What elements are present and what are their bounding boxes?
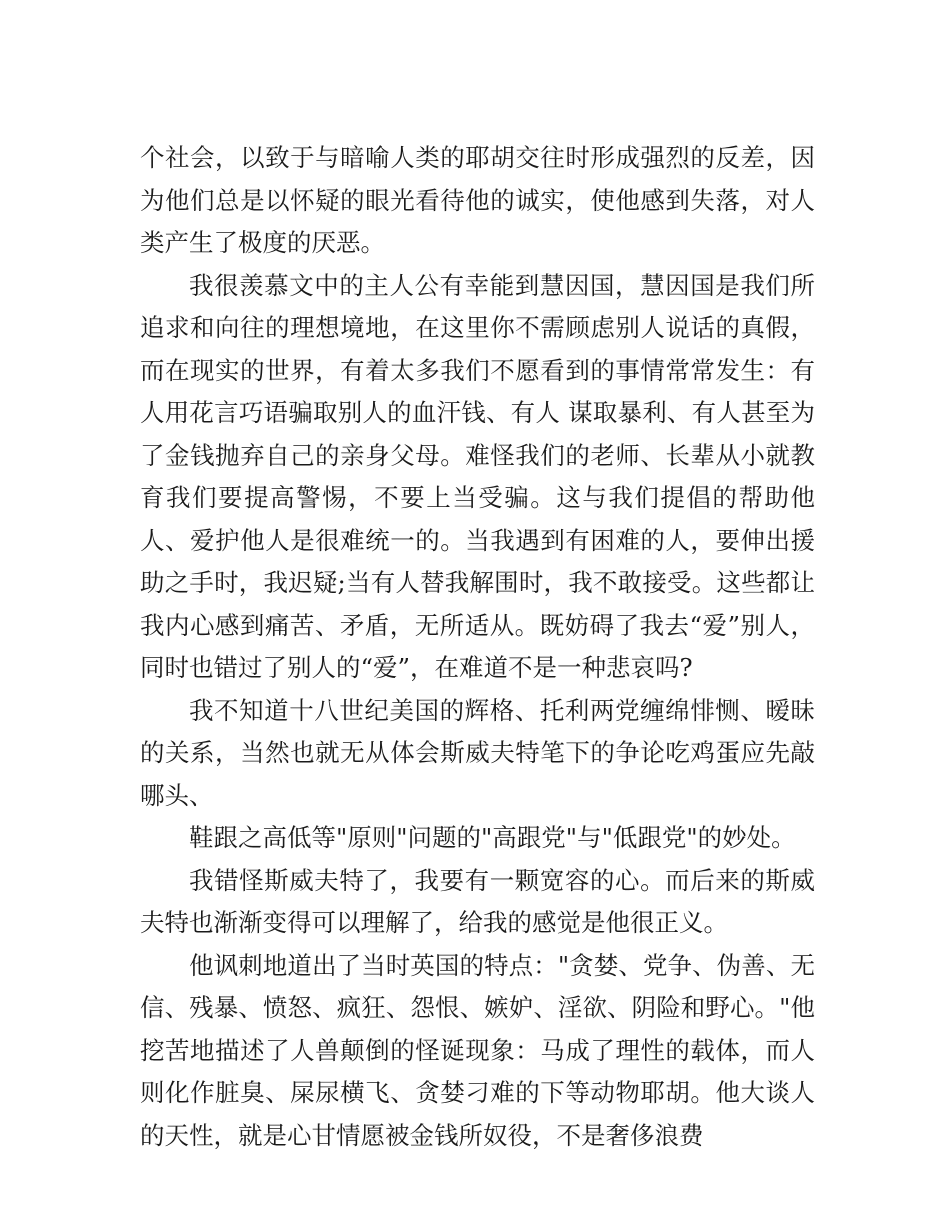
paragraph-2: 我很羡慕文中的主人公有幸能到慧因国，慧因国是我们所追求和向往的理想境地，在这里你不需顾虑别人说话的真假，而在现实的世界，有着太多我们不愿看到的事情常常发生：有人用花言巧语骗取别人的血汗钱、有人 谋取暴利、有人甚至为了金钱抛弃自己的亲身父母。难怪我们的老师、长辈从小就教育我们要提高警惕，不要上当受骗。这与我们提倡的帮助他人、爱护他人是很难统一的。当我遇到有困难的人，要伸出援助之手时，我迟疑;当有人替我解围时，我不敢接受。这些都让我内心感到痛苦、矛盾，无所适从。既妨碍了我去“爱”别人，同时也错过了别人的“爱”，在难道不是一种悲哀吗? bbox=[140, 270, 815, 682]
document-page bbox=[140, 137, 815, 1157]
paragraph-5: 我错怪斯威夫特了，我要有一颗宽容的心。而后来的斯威夫特也渐渐变得可以理解了，给我的感觉是他很正义。 bbox=[140, 865, 815, 937]
paragraph-4: 鞋跟之高低等"原则"问题的"高跟党"与"低跟党"的妙处。 bbox=[189, 823, 796, 852]
paragraph-1: 个社会，以致于与暗喻人类的耶胡交往时形成强烈的反差，因为他们总是以怀疑的眼光看待他的诚实，使他感到失落，对人类产生了极度的厌恶。 bbox=[140, 143, 815, 257]
paragraph-3: 我不知道十八世纪美国的辉格、托利两党缠绵悱恻、暧昧的关系，当然也就无从体会斯威夫特笔下的争论吃鸡蛋应先敲哪头、 bbox=[140, 695, 815, 810]
paragraph-6: 他讽刺地道出了当时英国的特点："贪婪、党争、伪善、无信、残暴、愤怒、疯狂、怨恨、嫉妒、淫欲、阴险和野心。"他挖苦地描述了人兽颠倒的怪诞现象：马成了理性的载体，而人则化作脏臭、屎尿横飞、贪婪刁难的下等动物耶胡。他大谈人的天性，就是心甘情愿被金钱所奴役，不是奢侈浪费 bbox=[140, 950, 815, 1150]
